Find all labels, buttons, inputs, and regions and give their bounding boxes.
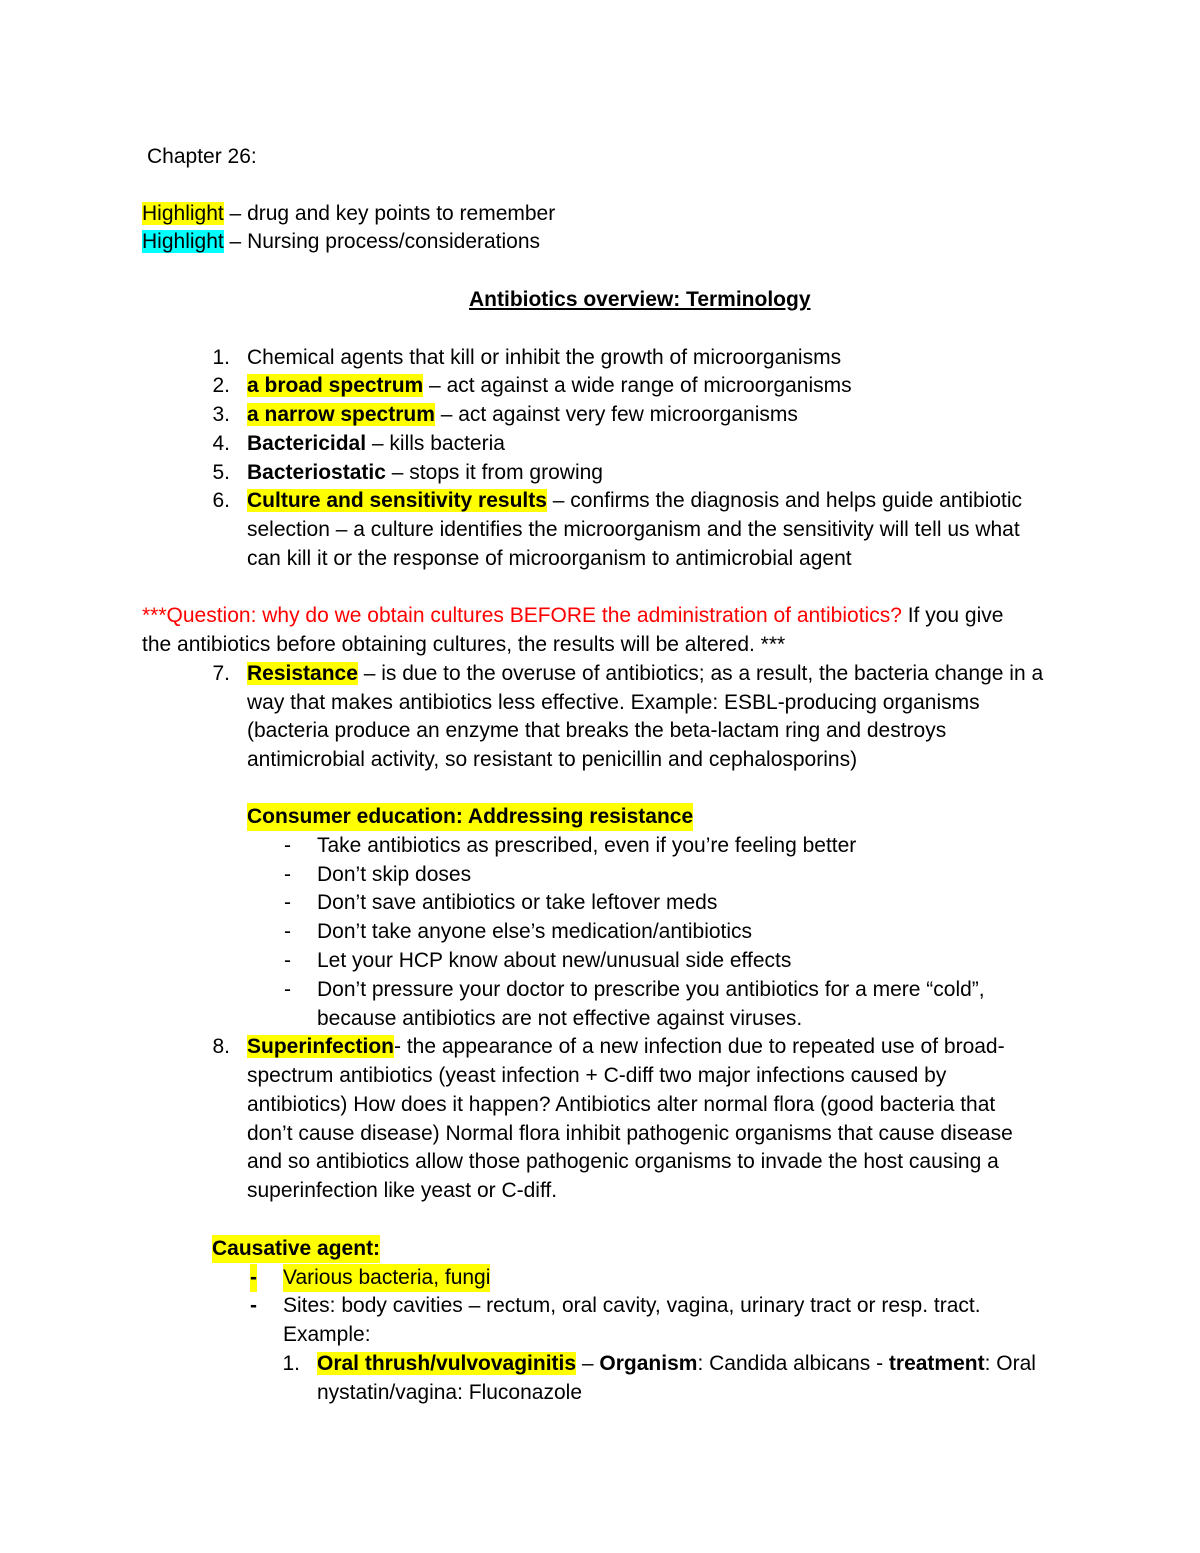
term-name: Culture and sensitivity results: [247, 489, 547, 512]
treatment-label: treatment: [888, 1352, 985, 1375]
term-number: 2.: [212, 374, 230, 397]
example-term: Oral thrush/vulvovaginitis: [317, 1352, 577, 1375]
term-name: Bacteriostatic: [247, 461, 386, 484]
list-item: Various bacteria, fungi: [283, 1264, 490, 1292]
consumer-heading: Consumer education: Addressing resistance: [247, 803, 693, 831]
list-item: Don’t skip doses: [317, 863, 472, 886]
answer-text: the antibiotics before obtaining cultures, the results will be altered. ***: [142, 633, 786, 656]
term-number: 3.: [212, 403, 230, 426]
list-item: Don’t pressure your doctor to prescribe you antibiotics for a mere “cold”,: [317, 978, 985, 1001]
bullet-dash: -: [284, 891, 291, 914]
list-item: Sites: body cavities – rectum, oral cavity, vagina, urinary tract or resp. tract.: [283, 1294, 981, 1317]
term-text: antibiotics) How does it happen? Antibiotics alter normal flora (good bacteria that: [247, 1093, 996, 1116]
term-text: spectrum antibiotics (yeast infection + C-diff two major infections caused by: [247, 1064, 947, 1087]
term-number: 5.: [212, 461, 230, 484]
bullet-dash: -: [284, 949, 291, 972]
organism-text: : Candida albicans -: [697, 1352, 889, 1375]
list-item-continued: Example:: [283, 1323, 371, 1346]
treatment-text: : Oral: [984, 1352, 1036, 1375]
legend-cyan: [142, 228, 540, 256]
bullet-dash: -: [284, 978, 291, 1001]
bullet-dash: -: [284, 834, 291, 857]
term-number: 8.: [212, 1035, 230, 1058]
term-name: Bactericidal: [247, 432, 367, 455]
term-text: and so antibiotics allow those pathogenic organisms to invade the host causing a: [247, 1150, 999, 1173]
term-name: Resistance: [247, 662, 358, 685]
list-item: Don’t take anyone else’s medication/antibiotics: [317, 920, 753, 943]
term-text: (bacteria produce an enzyme that breaks the beta-lactam ring and destroys: [247, 719, 947, 742]
term-text: can kill it or the response of microorganism to antimicrobial agent: [247, 547, 852, 570]
term-text: – confirms the diagnosis and helps guide antibiotic: [546, 489, 1023, 512]
bullet-dash: -: [250, 1294, 257, 1317]
term-text: - the appearance of a new infection due to repeated use of broad-: [394, 1035, 1005, 1058]
term-text: – act against very few microorganisms: [434, 403, 798, 426]
term-number: 6.: [212, 489, 230, 512]
term-text: – act against a wide range of microorganisms: [423, 374, 852, 397]
legend-yellow: [142, 200, 555, 228]
term-name: a broad spectrum: [247, 374, 424, 397]
term-text: Chemical agents that kill or inhibit the growth of microorganisms: [247, 346, 842, 369]
example-continued: nystatin/vagina: Fluconazole: [317, 1381, 582, 1404]
legend-cyan-swatch: Highlight: [142, 230, 224, 253]
bullet-dash: -: [284, 863, 291, 886]
document-page: Chapter 26: Highlight – drug and key points to remember Highlight – Nursing process/considerations Antibiotics overview: Terminology 1. Chemical agents that kill or inhibit the growth of microorganisms 2. a broad spectrum – act against a wide range of microorganisms 3. a narrow spectrum – act against very few microorganisms 4. Bactericidal – kills bacteria 5. Bacteriostatic – stops it from growing 6. Culture and sensitivity results – confirms the diagnosis and helps guide antibiotic selection – a culture identifies the microorganism and the sensitivity will tell us what can kill it or the response of microorganism to antimicrobial agent ***Question: why do we obtain cultures BEFORE the administration of antibiotics? If you give the antibiotics before obtaining cultures, the results will be altered. *** 7. Resistance – is due to the overuse of antibiotics; as a result, the bacteria change in a way that makes antibiotics less effective. Example: ESBL-producing organisms (bacteria produce an enzyme that breaks the beta-lactam ring and destroys antimicrobial activity, so resistant to penicillin and cephalosporins) Consumer education: Addressing resistance - Take antibiotics as prescribed, even if you’re feeling better - Don’t skip doses - Don’t save antibiotics or take leftover meds - Don’t take anyone else’s medication/antibiotics - Let your HCP know about new/unusual side effects - Don’t pressure your doctor to prescribe you antibiotics for a mere “cold”, because antibiotics are not effective against viruses. 8. Superinfection- the appearance of a new infection due to repeated use of broad- spectrum antibiotics (yeast infection + C-diff two major infections caused by antibiotics) How does it happen? Antibiotics alter normal flora (good bacteria that don’t cause disease) Normal flora inhibit pathogenic organisms that cause disease and so antibiotics allow those pathogenic organisms to invade the host causing a superinfection like yeast or C-diff. Causative agent: - Various bacteria, fungi - Sites: body cavities – rectum, oral cavity, vagina, urinary tract or resp. tract. Example: 1. Oral thrush/vulvovaginitis – Organism: Candida albicans - treatment: Oral nystatin/vagina: Fluconazole: [0, 0, 1200, 1553]
term-name: Superinfection: [247, 1035, 395, 1058]
list-item: Take antibiotics as prescribed, even if you’re feeling better: [317, 834, 857, 857]
legend-yellow-text: – drug and key points to remember: [223, 202, 556, 225]
term-number: 4.: [212, 432, 230, 455]
term-text: – kills bacteria: [366, 432, 505, 455]
list-item: Don’t save antibiotics or take leftover meds: [317, 891, 718, 914]
term-text: antimicrobial activity, so resistant to penicillin and cephalosporins): [247, 748, 858, 771]
legend-yellow-swatch: Highlight: [142, 202, 224, 225]
term-text: don’t cause disease) Normal flora inhibit pathogenic organisms that cause disease: [247, 1122, 1013, 1145]
bullet-dash: -: [284, 920, 291, 943]
term-text: superinfection like yeast or C-diff.: [247, 1179, 558, 1202]
term-text: – stops it from growing: [385, 461, 603, 484]
term-number: 1.: [212, 346, 230, 369]
organism-label: Organism: [599, 1352, 698, 1375]
legend-cyan-text: – Nursing process/considerations: [223, 230, 541, 253]
question-text: ***Question: why do we obtain cultures BEFORE the administration of antibiotics?: [142, 604, 902, 627]
causative-heading: Causative agent:: [212, 1235, 380, 1263]
list-item: Let your HCP know about new/unusual side effects: [317, 949, 792, 972]
term-name: a narrow spectrum: [247, 403, 435, 426]
term-number: 7.: [212, 662, 230, 685]
list-item-continued: because antibiotics are not effective against viruses.: [317, 1007, 803, 1030]
term-text: way that makes antibiotics less effective. Example: ESBL-producing organisms: [247, 691, 980, 714]
answer-text: If you give: [901, 604, 1004, 627]
chapter-label: Chapter 26:: [147, 145, 257, 168]
term-text: – is due to the overuse of antibiotics; as a result, the bacteria change in a: [357, 662, 1044, 685]
bullet-dash: -: [250, 1264, 257, 1292]
term-text: selection – a culture identifies the microorganism and the sensitivity will tell us what: [247, 518, 1020, 541]
section-title: Antibiotics overview: Terminology: [469, 288, 811, 311]
example-number: 1.: [282, 1352, 300, 1375]
